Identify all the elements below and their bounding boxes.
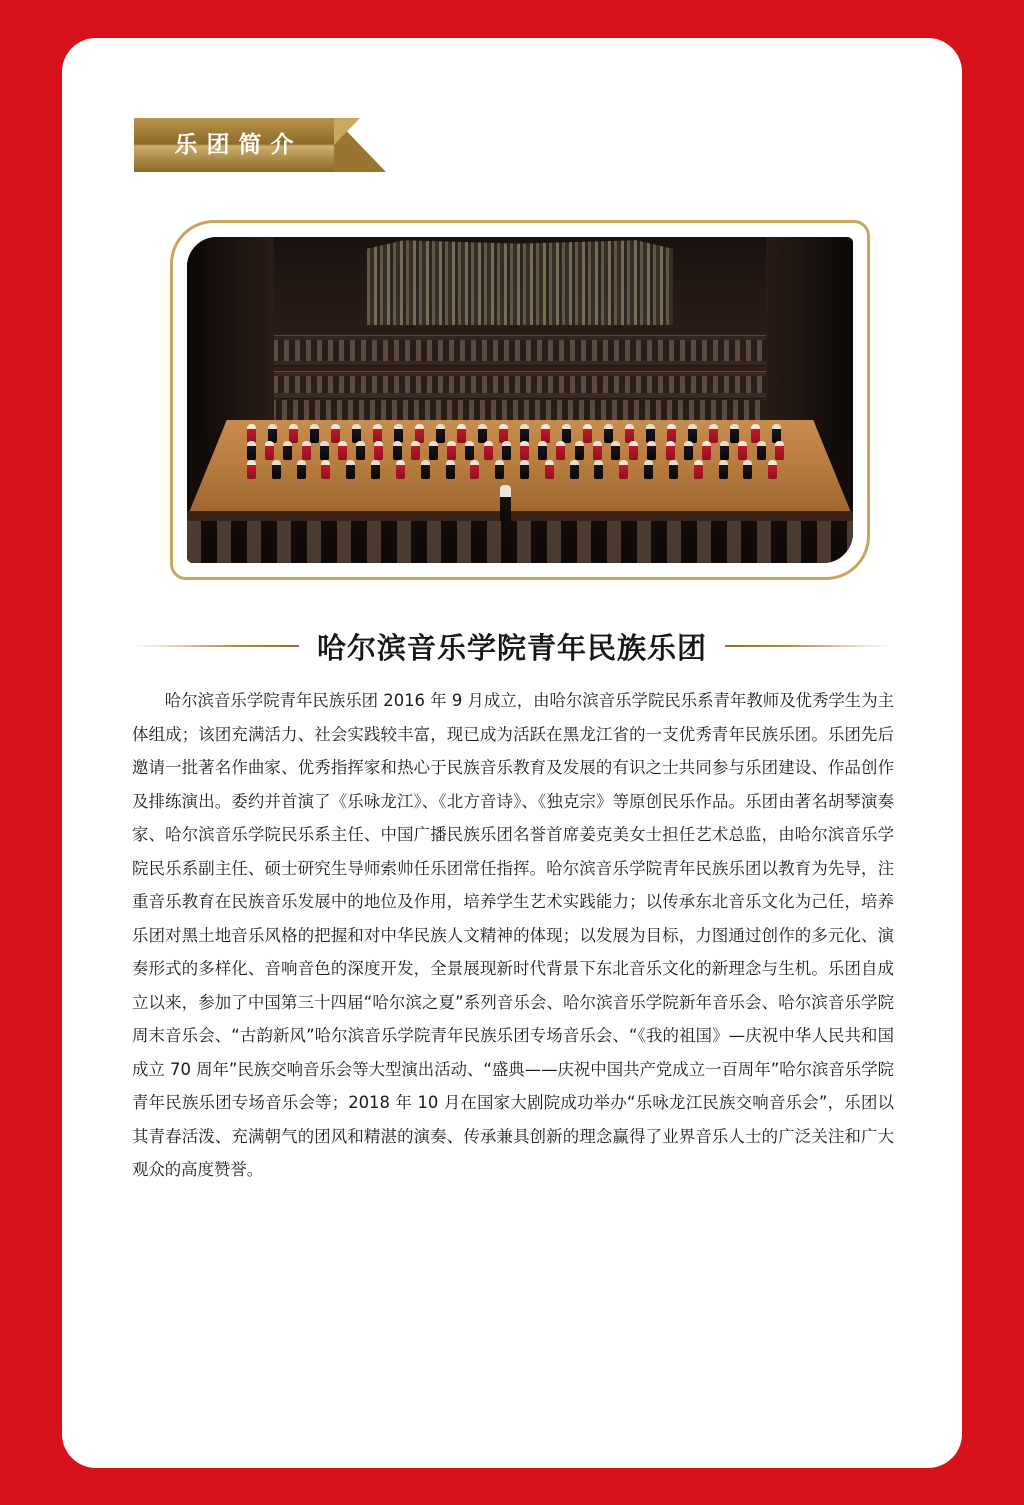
performer <box>436 424 445 443</box>
performer <box>394 424 403 443</box>
performer <box>421 460 430 479</box>
performer <box>495 460 504 479</box>
audience-seats-tier-1 <box>207 340 833 361</box>
performer <box>289 424 298 443</box>
performer <box>247 441 256 460</box>
body-paragraph: 哈尔滨音乐学院青年民族乐团 2016 年 9 月成立，由哈尔滨音乐学院民乐系青年教师及优秀学生为主体组成；该团充满活力、社会实践较丰富，现已成为活跃在黑龙江省的一支优秀青年民族乐团。乐团先后邀请一批著名作曲家、优秀指挥家和热心于民族音乐教育及发展的有识之士共同参与乐团建设、作品创作及排练演出。委约并首演了《乐咏龙江》、《北方音诗》、《独克宗》等原创民乐作品。乐团由著名胡琴演奏家、哈尔滨音乐学院民乐系主任、中国广播民族乐团名誉首席姜克美女士担任艺术总监，由哈尔滨音乐学院民乐系副主任、硕士研究生导师索帅任乐团常任指挥。哈尔滨音乐学院青年民族乐团以教育为先导，注重音乐教育在民族音乐发展中的地位及作用，培养学生艺术实践能力；以传承东北音乐文化为己任，培养乐团对黑土地音乐风格的把握和对中华民族人文精神的体现；以发展为目标，力图通过创作的多元化、演奏形式的多样化、音响音色的深度开发，全景展现新时代背景下东北音乐文化的新理念与生机。乐团自成立以来，参加了中国第三十四届“哈尔滨之夏”系列音乐会、哈尔滨音乐学院新年音乐会、哈尔滨音乐学院周末音乐会、“古韵新风”哈尔滨音乐学院青年民族乐团专场音乐会、“《我的祖国》—庆祝中华人民共和国成立 70 周年”民族交响音乐会等大型演出活动、“盛典——庆祝中国共产党成立一百周年”哈尔滨音乐学院青年民族乐团专场音乐会等；2018 年 10 月在国家大剧院成功举办“乐咏龙江民族交响音乐会”，乐团以其青春活泼、充满朝气的团风和精湛的演奏、传承兼具创新的理念赢得了业界音乐人士的广泛关注和广大观众的高度赞誉。 <box>132 691 894 1179</box>
performer <box>338 441 347 460</box>
performer <box>757 441 766 460</box>
orchestra-photo-frame <box>170 220 870 580</box>
performer <box>415 424 424 443</box>
performer <box>583 424 592 443</box>
performer <box>619 460 628 479</box>
orchestra-photo <box>187 237 853 563</box>
performer <box>331 424 340 443</box>
performer <box>302 441 311 460</box>
performer <box>446 460 455 479</box>
ribbon-tail-highlight <box>334 118 360 145</box>
performer <box>666 441 675 460</box>
performer-row-front <box>247 460 793 479</box>
performer <box>268 424 277 443</box>
document-page <box>62 38 962 1468</box>
performer <box>478 424 487 443</box>
performer <box>644 460 653 479</box>
section-title: 乐团简介 <box>174 132 303 158</box>
audience-seats-tier-2 <box>207 376 833 394</box>
performer <box>484 441 493 460</box>
performer <box>272 460 281 479</box>
performer <box>688 424 697 443</box>
performer <box>604 424 613 443</box>
performer <box>667 424 676 443</box>
performer <box>694 460 703 479</box>
performer <box>647 441 656 460</box>
performer <box>373 424 382 443</box>
performer <box>743 460 752 479</box>
performer <box>320 441 329 460</box>
title-rule-left <box>134 645 299 647</box>
performer <box>702 441 711 460</box>
performer <box>321 460 330 479</box>
performer <box>457 424 466 443</box>
page-title: 哈尔滨音乐学院青年民族乐团 <box>317 630 708 665</box>
performer <box>283 441 292 460</box>
performer <box>545 460 554 479</box>
performer <box>541 424 550 443</box>
performer-row-back <box>247 424 793 443</box>
performer <box>465 441 474 460</box>
performer <box>470 460 479 479</box>
performer <box>751 424 760 443</box>
performer <box>575 441 584 460</box>
performer <box>730 424 739 443</box>
performer <box>538 441 547 460</box>
pipe-organ <box>367 240 673 325</box>
performer <box>429 441 438 460</box>
performers-group <box>247 423 793 495</box>
performer <box>247 424 256 443</box>
performer <box>669 460 678 479</box>
performer-row-middle <box>247 441 793 460</box>
title-rule-right <box>725 645 890 647</box>
performer <box>393 441 402 460</box>
performer <box>720 441 729 460</box>
performer <box>447 441 456 460</box>
performer <box>593 441 602 460</box>
performer <box>611 441 620 460</box>
performer <box>556 441 565 460</box>
performer <box>247 460 256 479</box>
performer <box>265 441 274 460</box>
performer <box>738 441 747 460</box>
foreground-seats <box>187 521 853 563</box>
performer <box>629 441 638 460</box>
performer <box>768 460 777 479</box>
performer <box>346 460 355 479</box>
performer <box>371 460 380 479</box>
hall-wall-right <box>766 237 853 439</box>
performer <box>310 424 319 443</box>
performer <box>520 441 529 460</box>
performer <box>709 424 718 443</box>
performer <box>297 460 306 479</box>
hall-wall-left <box>187 237 274 439</box>
performer <box>520 424 529 443</box>
performer <box>646 424 655 443</box>
performer <box>396 460 405 479</box>
performer <box>520 460 529 479</box>
title-row <box>134 626 890 666</box>
performer <box>411 441 420 460</box>
performer <box>775 441 784 460</box>
performer <box>684 441 693 460</box>
performer <box>356 441 365 460</box>
performer <box>499 424 508 443</box>
performer <box>570 460 579 479</box>
performer <box>562 424 571 443</box>
performer <box>594 460 603 479</box>
performer <box>625 424 634 443</box>
performer <box>352 424 361 443</box>
performer <box>502 441 511 460</box>
section-header-ribbon <box>134 118 384 172</box>
performer <box>772 424 781 443</box>
performer <box>719 460 728 479</box>
performer <box>374 441 383 460</box>
